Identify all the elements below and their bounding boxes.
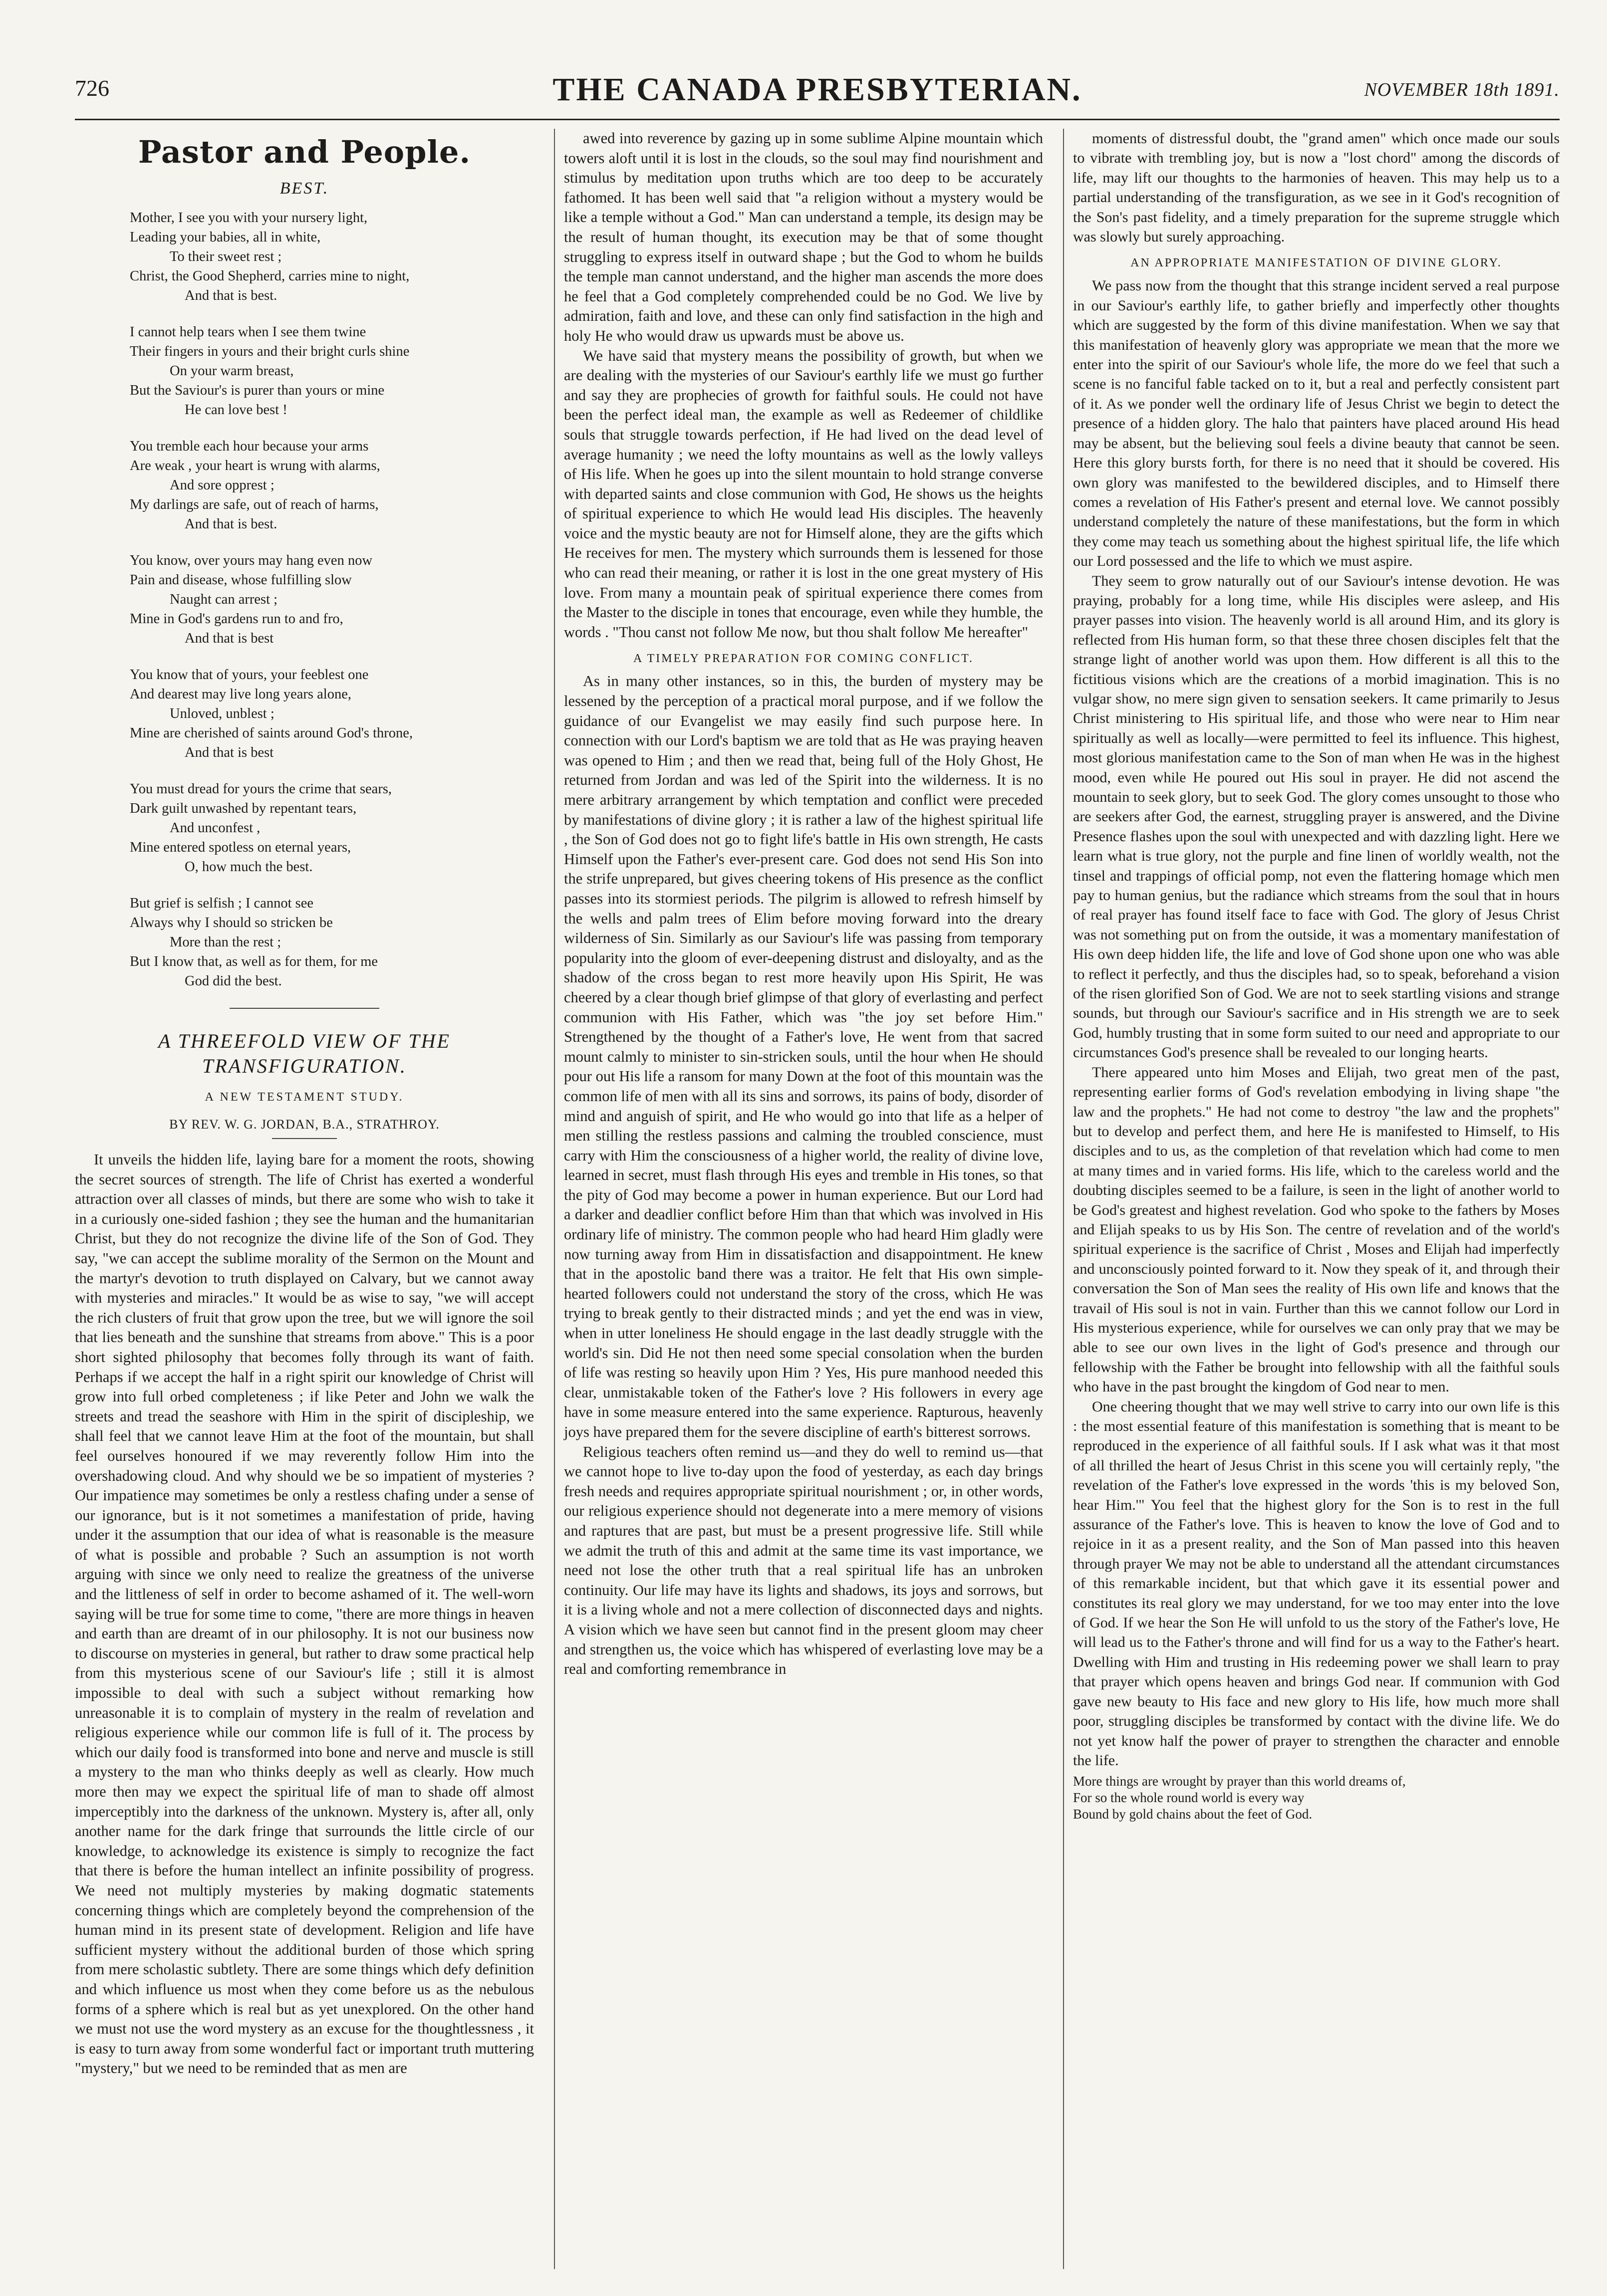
section-conflict-body <box>564 672 1043 1679</box>
poem-line: To their sweet rest ; <box>170 249 282 264</box>
newspaper-title: THE CANADA PRESBYTERIAN. <box>552 71 1082 108</box>
poem-line: And that is best <box>185 631 274 646</box>
poem-line: And dearest may live long years alone, <box>130 687 351 702</box>
poem-line: And that is best. <box>185 516 277 532</box>
poem-line: But the Saviour's is purer than yours or mine <box>130 383 385 398</box>
article-paragraph: As in many other instances, so in this, the burden of mystery may be lessened by the perception of a practical moral purpose, and if we follow the guidance of our Evangelist we may easily find such purpose here. In connection with our Lord's baptism we are told that as He was praying heaven was opened to Him ; and then we read that, being full of the Holy Ghost, He returned from Jordan and was led of the Spirit into the wilderness. It is no mere arbitrary arrangement by which temptation and conflict were preceded by manifestations of divine glory ; it is rather a law of the highest spiritual life , the Son of God does not go to fight life's battle in His own strength, He casts Himself upon the Father's ever-present care. God does not send His Son into the strife unprepared, but gives cheering tokens of His presence as the conflict passes into its stormiest periods. The pilgrim is allowed to refresh himself by the wells and palm trees of Elim before moving forward into the dreary wilderness of Sin. Similarly as our Saviour's life was passing from temporary popularity into the gloom of ever-deepening distrust and disloyalty, and as the shadow of the cross began to rest more heavily upon His Spirit, He was cheered by a clear though brief glimpse of that glory of everlasting and perfect communion with His Father, which was "the joy set before Him." Strengthened by the thought of a Father's love, He went from that sacred mount calmly to minister to sin-stricken souls, until the hour when He should pour out His life a ransom for many Down at the foot of this mountain was the common life of men with all its sins and sorrows, its pains of body, disorder of mind and anguish of spirit, and He who would go into that life as a helper of men stilling the restless passions and calming the troubled conscience, must carry with Him the consciousness of a higher world, the reality of divine love, learned in secret, must flash through His eyes and tremble in His tones, so that the pity of God may become a power in human experience. But our Lord had a darker and deadlier conflict before Him than that which was involved in His ordinary life of ministry. The common people who had heard Him gladly were now turning away from Him in dissatisfaction and disappointment. He knew that in the apostolic band there was a traitor. He felt that His own simple-hearted followers could not understand the story of the cross, which He was trying to break gently to their distracted minds ; and yet the end was in view, when in utter loneliness He should engage in the last deadly struggle with the world's sin. Did He not then need some special consolation when the burden of life was resting so heavily upon Him ? Yes, His pure manhood needed this clear, unmistakable token of the Father's love ? His followers in every age have in some measure entered into the same experience. Rapturous, heavenly joys have prepared them for the severe discipline of earth's bitterest sorrows. <box>564 673 1043 1440</box>
poem-line: Dark guilt unwashed by repentant tears, <box>130 801 357 816</box>
column-2 <box>554 129 1043 2269</box>
poem-line: You must dread for yours the crime that sears, <box>130 781 392 797</box>
poem-line: More than the rest ; <box>170 934 281 950</box>
article-subtitle: A NEW TESTAMENT STUDY. <box>205 1091 404 1104</box>
poem-line: You know that of yours, your feeblest one <box>130 667 369 683</box>
poem-title: BEST. <box>279 179 329 198</box>
poem-line: On your warm breast, <box>170 363 294 379</box>
masthead-rule <box>75 119 1560 120</box>
poem-line: Leading your babies, all in white, <box>130 230 321 245</box>
department-heading: Pastor and People. <box>138 134 471 170</box>
poem <box>75 208 534 991</box>
column-3 <box>1063 129 1560 2269</box>
article-paragraph: There appeared unto him Moses and Elijah, two great men of the past, representing earlier forms of God's revelation embodying in living shape "the law and the prophets." He had not come to destroy "the law and the prophets" but to develop and perfect them, and here He is manifested to Himself, to His disciples and to us, as the completion of that revelation which had come to men at many times and in varied forms. His life, which to the careless world and the doubting disciples seemed to be a failure, is seen in the light of another world to be God's greatest and highest revelation. God who spoke to the fathers by Moses and Elijah speaks to us by His Son. The centre of revelation and of the world's spiritual experience is the sacrifice of Christ , Moses and Elijah had imperfectly and unconsciously pointed forward to it. Now they speak of it, and through their conversation the Son of Man sees the reality of His own life and knows that the travail of His soul is not in vain. Further than this we cannot follow our Lord in His mysterious experience, while for ourselves we can only pray that we may be able to see our own lives in the light of God's presence and through our fellowship with the Father be brought into fellowship with all the faithful souls who have in the past brought the kingdom of God near to men. <box>1073 1064 1560 1395</box>
issue-date: NOVEMBER 18th 1891. <box>1364 79 1560 100</box>
poem-line: Mine are cherished of saints around God's throne, <box>130 725 413 741</box>
section-glory-body <box>1073 276 1560 1770</box>
poem-line: Naught can arrest ; <box>170 592 278 607</box>
article-paragraph: One cheering thought that we may well strive to carry into our own life is this : the most essential feature of this manifestation is something that is meant to be reproduced in the experience of all faithful souls. If I ask what was it that most of all thrilled the heart of Jesus Christ in this scene you will certainly reply, "the revelation of the Father's love expressed in the words 'this is my beloved Son, hear Him.'" You feel that the highest glory for the Son is to rest in the full assurance of the Father's love. This is heaven to know the love of God and to rejoice in it as a present reality, and the Son of Man passed into this heaven through prayer We may not be able to understand all the attendant circumstances of this remarkable incident, but that which gave it its essential power and constitutes its real glory we may understand, for we too may enter into the love of God. If we hear the Son He will unfold to us the story of the Father's love, He will lead us to the Father's throne and will find for us a way to the Father's heart. Dwelling with Him and trusting in His redeeming power we shall learn to pray that prayer which opens heaven and brings God near. If communion with God gave new beauty to His face and new glory to His life, how much more shall poor, struggling disciples be transformed by contact with the divine life. We do not yet know half the power of prayer to strengthen the character and ennoble the life. <box>1073 1398 1560 1769</box>
poem-line: Mine in God's gardens run to and fro, <box>130 611 343 627</box>
quote-line: For so the whole round world is every way <box>1073 1790 1305 1806</box>
section-heading-conflict: A TIMELY PREPARATION FOR COMING CONFLICT. <box>633 652 974 666</box>
poem-stanza <box>130 894 534 991</box>
masthead <box>75 71 1560 115</box>
article-paragraph: We have said that mystery means the possibility of growth, but when we are dealing with the mysteries of our Saviour's earthly life we must go further and say they are prophecies of growth for faithful souls. He could not have been the perfect ideal man, the example as well as Redeemer of childlike souls that struggle towards perfection, if He had lived on the dead level of average humanity ; we need the lofty mountains as well as the lowly valleys of His life. When he goes up into the silent mountain to hold strange converse with departed saints and close communion with God, He shows us the heights of spiritual experience to which He would lead His disciples. The heavenly voice and the mystic beauty are not for Himself alone, they are the gifts which He receives for men. The mystery which surrounds them is lessened for those who can read their meaning, or rather it is lost in the one great mystery of His love. From many a mountain peak of spiritual experience there comes from the Master to the disciple in tones that encourage, even while they humble, the words . "Thou canst not follow Me now, but thou shalt follow Me hereafter" <box>564 347 1043 641</box>
article-paragraph: moments of distressful doubt, the "grand amen" which once made our souls to vibrate with trembling joy, but is now a "lost chord" among the discords of life, may lift our thoughts to the harmonies of heaven. This may help us to a partial understanding of the transfiguration, as we see in it God's recognition of the Son's past fidelity, and a timely preparation for the supreme struggle which was slowly but surely approaching. <box>1073 130 1560 245</box>
column-2-body <box>564 129 1043 642</box>
byline-rule <box>272 1138 337 1139</box>
poem-line: And that is best <box>185 745 274 760</box>
poem-line: You tremble each hour because your arms <box>130 439 369 454</box>
column-1 <box>75 129 534 2269</box>
article-paragraph: It unveils the hidden life, laying bare for a moment the roots, showing the secret sources of strength. The life of Christ has exerted a wonderful attraction over all classes of minds, but there are some who wish to take it in a curiously one-sided fashion ; they see the human and the humanitarian Christ, but they do not recognize the divine life of the Son of God. They say, "we can accept the sublime morality of the Sermon on the Mount and the martyr's devotion to truth displayed on Calvary, but we cannot away with mysteries and miracles." It would be as wise to say, "we will accept the rich clusters of fruit that grow upon the tree, but we will ignore the soil that lies beneath and the sunshine that streams from above." This is a poor short sighted philosophy that becomes folly through its want of faith. Perhaps if we accept the half in a right spirit our knowledge of Christ will grow into full orbed completeness ; if like Peter and John we walk the streets and tread the seashore with Him in the spirit of discipleship, we shall feel that we cannot leave Him at the foot of the mountain, but shall feel ourselves honoured if we may reverently follow Him into the overshadowing cloud. And why should we be so impatient of mysteries ? Our impatience may sometimes be only a restless chafing under a sense of our ignorance, but is it not sometimes a manifestation of pride, having under it the assumption that our idea of what is reasonable is the measure of what is possible and probable ? Such an assumption is not worth arguing with since we only need to realize the greatness of the universe and the littleness of self in order to become ashamed of it. The well-worn saying will be true for some time to come, "there are more things in heaven and earth than are dreamt of in our philosophy. It is not our business now to discourse on mysteries in general, but rather to draw some practical help from this mysterious scene of our Saviour's life ; still it is almost impossible to deal with such a subject without remarking how unreasonable it is to complain of mystery in the realm of revelation and religious experience while our common life is full of it. The process by which our daily food is transformed into bone and nerve and muscle is still a mystery to the man who thinks deeply as well as clearly. How much more then may we expect the spiritual life of man to shade off almost imperceptibly into the darkness of the unknown. Mystery is, after all, only another name for the dark fringe that surrounds the little circle of our knowledge, to acknowledge its existence is simply to recognize the fact that there is before the human intellect an infinite possibility of progress. We need not multiply mysteries by making dogmatic statements concerning things which are completely beyond the comprehension of the human mind in its present state of development. Religion and life have sufficient mystery without the additional burden of those which spring from mere scholastic subtlety. There are some things which defy definition and which influence us most when they come before us as the nebulous forms of a sphere which is real but as yet unexplored. On the other hand we must not use the word mystery as an excuse for the thoughtlessness , it is easy to turn away from some wonderful fact or important truth muttering "mystery," but we need to be reminded that as men are <box>75 1151 534 2077</box>
article-paragraph: We pass now from the thought that this strange incident served a real purpose in our Saviour's earthly life, to gather briefly and imperfectly other thoughts which are suggested by the form of this divine manifestation. When we say that this manifestation of heavenly glory was appropriate we mean that the more we enter into the spirit of our Saviour's whole life, the more do we feel that such a scene is no fanciful fable tacked on to it, but a real and perfectly consistent part of it. As we ponder well the ordinary life of Jesus Christ we begin to detect the presence of a hidden glory. The halo that painters have placed around His head may be absent, but the believing soul feels a divine beauty that cannot be seen. Here this glory bursts forth, for there is no need that it should be covered. His own glory was manifested to the bewildered disciples, and to Himself there comes a revelation of His Father's present and eternal love. We cannot possibly understand completely the nature of these manifestations, but the form in which they come may teach us something about the highest spiritual life, the life which our Lord possessed and the life to which we must aspire. <box>1073 277 1560 570</box>
poem-line: You know, over yours may hang even now <box>130 553 373 568</box>
poem-line: Mine entered spotless on eternal years, <box>130 840 351 855</box>
article-paragraph: awed into reverence by gazing up in some sublime Alpine mountain which towers aloft until it is lost in the clouds, so the soul may find nourishment and stimulus by meditation upon truths which are too deep to be accurately fathomed. It has been well said that "a religion without a mystery would be like a temple without a God." Man can understand a temple, its design may be the result of human thought, its execution may be that of some thought struggling to express itself in outward shape ; but the God to whom he builds the temple man cannot understand, and the higher man ascends the more does he feel that a God completely comprehended could be no God. We live by admiration, faith and love, and these can only find satisfaction in the high and holy He who would draw us upwards must be above us. <box>564 130 1043 344</box>
poem-line: Mother, I see you with your nursery light, <box>130 210 368 226</box>
poem-line: God did the best. <box>185 973 282 989</box>
article-paragraph: They seem to grow naturally out of our Saviour's intense devotion. He was praying, probably for a long time, while His disciples were asleep, and His prayer passes into vision. The heavenly world is all around Him, and its glory is reflected from His human form, so that these three chosen disciples felt that the strange light of another world was upon them. How different is all this to the fictitious visions which are the creations of a morbid imagination. This is no vulgar show, no mere sign given to sensation seekers. It came primarily to Jesus Christ ministering to His spiritual life, and those who were near to Him near spiritually as well as locally—were permitted to feel its influence. This highest, most glorious manifestation came to the Son of man when He was in the highest mood, even while He poured out His soul in prayer. He did not ascend the mountain to seek glory, but to seek God. The glory comes unsought to those who are seekers after God, the earnest, struggling prayer is answered, and the Divine Presence flashes upon the soul with unexpected and with dazzling light. Here we learn what is true glory, not the purple and fine linen of worldly wealth, not the tinsel and trappings of official pomp, not even the flattering homage which men pay to human genius, but the radiance which streams from the soul that in hours of real prayer has found itself face to face with God. The glory of Jesus Christ was not something put on from the outside, it was a momentary manifestation of His own deep hidden life, the life and love of God shone upon one who was able to reflect it perfectly, and thus the disciples had, so to speak, beforehand a vision of the risen glorified Son of God. We are not to seek startling visions and strange sounds, but through our Saviour's sacrifice and in His strength we are to seek God, humbly trusting that in some form suited to our need and appropriate to our circumstances God's presence shall be revealed to our longing hearts. <box>1073 572 1560 1061</box>
poem-line: O, how much the best. <box>185 859 313 875</box>
poem-stanza <box>130 208 534 305</box>
poem-line: And sore opprest ; <box>170 477 274 493</box>
closing-quote <box>1073 1773 1560 1823</box>
quote-line: Bound by gold chains about the feet of God. <box>1073 1807 1313 1822</box>
quote-line: More things are wrought by prayer than this world dreams of, <box>1073 1774 1406 1789</box>
poem-line: And that is best. <box>185 288 277 303</box>
poem-stanza <box>130 437 534 534</box>
poem-stanza <box>130 779 534 877</box>
poem-line: Pain and disease, whose fulfilling slow <box>130 572 352 588</box>
poem-line: But grief is selfish ; I cannot see <box>130 896 314 911</box>
section-divider <box>230 1008 379 1009</box>
section-heading-glory: AN APPROPRIATE MANIFESTATION OF DIVINE GLORY. <box>1130 256 1502 270</box>
poem-line: My darlings are safe, out of reach of harms, <box>130 497 379 512</box>
poem-line: Christ, the Good Shepherd, carries mine to night, <box>130 268 410 284</box>
column-3-body <box>1073 129 1560 246</box>
poem-line: And unconfest , <box>170 820 261 836</box>
poem-stanza <box>130 322 534 420</box>
column-1-body <box>75 1150 534 2078</box>
poem-line: Always why I should so stricken be <box>130 915 333 930</box>
poem-line: Are weak , your heart is wrung with alarms, <box>130 458 380 473</box>
article-byline: BY REV. W. G. JORDAN, B.A., STRATHROY. <box>169 1117 440 1132</box>
page-number: 726 <box>75 75 109 101</box>
poem-line: I cannot help tears when I see them twine <box>130 324 366 340</box>
article-paragraph: Religious teachers often remind us—and they do well to remind us—that we cannot hope to live to-day upon the food of yesterday, as each day brings fresh needs and requires appropriate spiritual nourishment ; or, in other words, our religious experience should not degenerate into a mere memory of visions and raptures that are past, but must be a present progressive life. Still while we admit the truth of this and admit at the same time its vast importance, we need not lose the other truth that a real spiritual life has an unbroken continuity. Our life may have its lights and shadows, its joys and sorrows, but it is a living whole and not a mere collection of disconnected days and nights. A vision which we have seen but cannot find in the present gloom may cheer and strengthen us, the voice which has whispered of everlasting love may be a real and comforting remembrance in <box>564 1443 1043 1678</box>
article-title: A THREEFOLD VIEW OF THE TRANSFIGURATION. <box>158 1030 451 1077</box>
poem-line: He can love best ! <box>185 402 287 418</box>
poem-line: Unloved, unblest ; <box>170 706 274 721</box>
poem-line: Their fingers in yours and their bright curls shine <box>130 344 410 359</box>
poem-line: But I know that, as well as for them, for me <box>130 954 378 969</box>
poem-stanza <box>130 665 534 762</box>
poem-stanza <box>130 551 534 648</box>
